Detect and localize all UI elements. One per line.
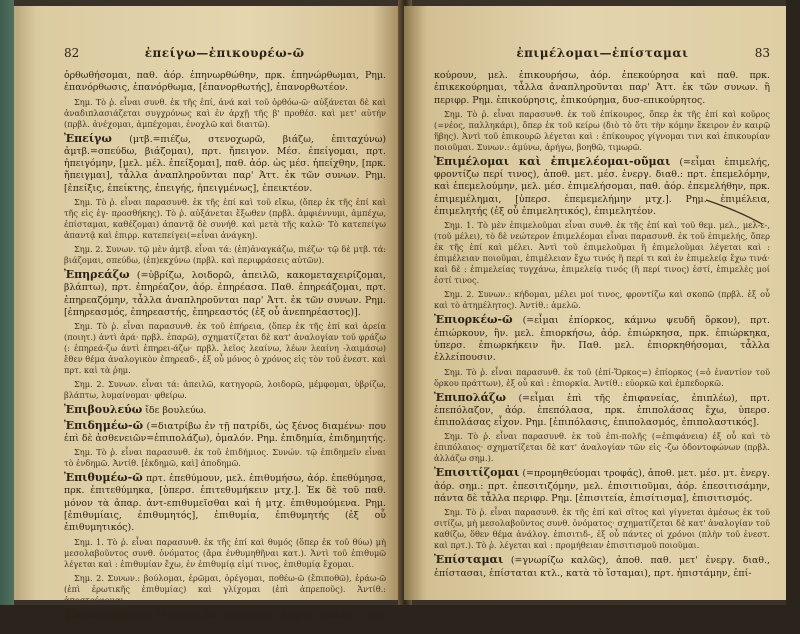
left-page xyxy=(14,6,404,633)
entry-note xyxy=(434,220,770,286)
entry-text: ἴδε βουλεύω. xyxy=(145,405,207,417)
entry-text: Σημ. Τὸ ῥ. εἶναι παρασυνθ. ἐκ τῆς ἐπί καὶ σῖτος καὶ γίγνεται ἀμέσως ἐκ τοῦ σιτίζω, μὴ μεσολαβοῦντος συνθ. ὀνόματος· σχηματίζεται δὲ κατ' ἀναλογίαν τοῦ καθίζω, ὅθεν θέμα ἀνάλογ. ἐπισιτιδ-, ἐξ οὗ πάντες οἱ χρόνοι (πλὴν τοῦ ἐνεστ. καὶ πρτ.). Τὸ ῥ. λέγεται καὶ : προμήθειαν ἐπισιτισμοῦ ποιοῦμαι. xyxy=(434,507,770,551)
headword: Ἐπιμέλομαι καὶ ἐπιμελέομαι-οῦμαι xyxy=(434,154,671,168)
dictionary-entry xyxy=(434,70,770,107)
headword: Ἐπιδημέω-ῶ xyxy=(64,418,144,432)
entry-text: Σημ. Τὸ ῥ. εἶναι παρασυνθ. ἐκ τοῦ (ἐπί-Ὅρκος=) ἐπίορκος (=ὁ ἐναντίον τοῦ ὅρκου πράττων), ἐξ οὗ καὶ : ἐπιορκία. Ἀντίθ.: εὐορκῶ καὶ ἐμπεδορκῶ. xyxy=(434,366,770,388)
entry-text: (=γνωρίζω καλῶς), ἀποθ. παθ. μετ' ἐνεργ. διαθ., ἐπίστασαι, ἐπίσταται κτλ., κατὰ τὸ ἵσταμαι), πρτ. ἠπιστάμην, ἐπί- xyxy=(434,555,770,579)
headword: Ἐπιπολάζω xyxy=(434,390,507,404)
entry-text: Σημ. Τὸ ῥ. εἶναι παρασυνθ. ἐκ τοῦ ἐπίκουρος, ὅπερ ἐκ τῆς ἐπί καὶ κοῦρος (=νέος, παλληκάρι), ὅπερ ἐκ τοῦ κείρω (διὸ τὸ ὅτι τὴν κόμην ἔκειρον ἐν καιρῷ ἥβης). Ἀντὶ τοῦ ἐπικουρῶ λέγεται καὶ : ἐπίκουρος γίγνομαι τινι καὶ ἐπικουρίαν ποιοῦμαι. Συνων.: ἀμύνω, ἀρήγω, βοηθῶ, τιμωρῶ. xyxy=(434,108,770,152)
entry-text: ὀρθωθήσομαι, παθ. ἀόρ. ἐπηνωρθώθην, πρκ. ἐπηνώρθωμαι, Ρημ. ἐπανόρθωσις, ἐπανόρθωμα, [ἐπανορθωτής], ἐπανορθωτέον. xyxy=(64,70,386,94)
entry-text: Σημ. Τὸ ῥ. εἶναι συνθ. ἐκ τῆς ἐπί, ἀνά καὶ τοῦ ὀρθόω-ῶ· αὐξάνεται δὲ καὶ ἀναδιπλασιάζεται συγχρόνως καὶ ἐν ἀρχῇ τῆς β' προθέσ. καὶ μετ' αὐτήν (πρβλ. ἀνέχομαι, ἀμπέχομαι, ἐνοχλῶ καὶ διαιτῶ). xyxy=(64,96,386,129)
dictionary-entry xyxy=(64,404,386,417)
left-running-head xyxy=(64,46,386,60)
dictionary-entry xyxy=(64,269,386,319)
headword: Ἐπηρεάζω xyxy=(64,268,130,282)
dictionary-entry xyxy=(64,70,386,95)
entry-note xyxy=(64,97,386,130)
entry-text: (=διατρίβω ἐν τῇ πατρίδι, ὡς ξένος διαμένω· που ἐπὶ δὲ ἀσθενειῶν=ἐπιπολάζω), ὁμαλόν. Ρημ. ἐπιδημία, ἐπιδημητής. xyxy=(64,420,386,444)
book-cover-edge xyxy=(0,0,14,605)
entry-note xyxy=(64,197,386,241)
dictionary-entry xyxy=(434,467,770,505)
left-page-number: 82 xyxy=(64,46,80,60)
entry-note xyxy=(64,244,386,266)
headword: Ἐπιορκέω-ῶ xyxy=(434,313,513,327)
entry-note xyxy=(434,507,770,551)
dictionary-entry xyxy=(64,420,386,446)
entry-note xyxy=(434,367,770,389)
entry-text: Σημ. 2. Συνων.: κήδομαι, μέλει μοί τινος, φροντίζω καὶ σκοπῶ (πρβλ. ἐξ οὗ καὶ τὸ ἀτημέλητος). Ἀντίθ.: ἀμελῶ. xyxy=(434,289,770,311)
dictionary-entry xyxy=(64,472,386,534)
headword: Ἐπισιτίζομαι xyxy=(434,466,520,480)
entry-note xyxy=(64,573,386,606)
entry-text: (=προμηθεύομαι τροφάς), ἀποθ. μετ. μέσ. μτ. ἐνεργ. ἀόρ. σημ.: πρτ. ἐπεσιτιζόμην, μελ. ἐπισιτιοῦμαι, ἀόρ. ἐπεσιτισάμην, πάντα δὲ τἆλλα περιφρ. Ρημ. [ἐπισιτεία, ἐπισίτισμα], ἐπισιτισμός. xyxy=(434,468,771,505)
right-page-number: 83 xyxy=(754,46,770,60)
entry-note xyxy=(64,321,386,376)
entry-note xyxy=(434,431,770,464)
entry-text: (=εἶμαι ἐπίορκος, κάμνω ψευδῆ ὅρκον), πρτ. ἐπιώρκουν, ἢν. μελ. ἐπιορκήσω, ἀόρ. ἐπιώρκησα, πρκ. ἐπιώρκηκα, ὑπερσ. ἐπιωρκήκειν ἢν. Παθ. μελ. ἐπιορκηθήσομαι, τἆλλα ἐλλείπουσιν. xyxy=(434,315,770,364)
headword: Ἐπείγω xyxy=(64,131,112,145)
dictionary-entry xyxy=(434,392,770,430)
right-header-title: ἐπιμέλομαι—ἐπίσταμαι xyxy=(516,46,689,60)
entry-text: (=ὑβρίζω, λοιδορῶ, ἀπειλῶ, κακομεταχειρίζομαι, βλάπτω), πρτ. ἐπηρέαζον, ἀόρ. ἐπηρέασα. Παθ. ἐπηρεάζομαι, πρτ. ἐπηρεαζόμην, τἆλλα ἀναπληροῦνται παρ' Ἀττ. ἐκ τῶν συνων. Ρημ. [ἐπηρεασμός, ἐπηρεαστής, ἐπηρεαστός (ἐξ οὗ ἀνεπηρέαστος)]. xyxy=(64,270,386,318)
entry-text: Σημ. Τὸ ῥ. εἶναι παρασυνθ. ἐκ τοῦ ἐπιδήμιος. Συνών. τῷ ἐπιδημεῖν εἶναι τὸ ἐνδημῶ. Ἀντίθ. [ἐκδημῶ, καὶ] ἀποδημῶ. xyxy=(64,447,386,469)
dictionary-entry xyxy=(64,133,386,195)
headword: Ἐπιθυμέω-ῶ xyxy=(64,471,143,485)
entry-text: (=βοηθῶ ὡς ἐπίκουρος, βοηθῶ, ὠφελῶ), πρτ. ἐπε- xyxy=(64,609,386,633)
entry-text: (μτβ.=πιέζω, στενοχωρῶ, βιάζω, ἐπιταχύνω) ἀμτβ.=σπεύδω, βιάζομαι), πρτ. ἤπειγον. Μέσ. ἐπείγομαι, πρτ. ἠπειγόμην, [μελ. μέλ. ἐπείξομαι], παθ. ἀόρ. ὡς μέσ. ἠπείχθην, [πρκ. ἤπειγμαι], τἆλλα ἀναπληροῦνται παρ' Ἀττ. ἐκ τῶν συνων. Ρημ. [ἐπείξις, ἐπείκτης, ἐπειγής, ἠπειγμένως], ἐπεικτέον. xyxy=(64,133,386,194)
entry-text: Σημ. 1. Τὸ μὲν ἐπιμελοῦμαι εἶναι συνθ. ἐκ τῆς ἐπί καὶ τοῦ θεμ. μελ., μελ-ε-, (τοῦ μέλει), τὸ δὲ νεώτερον ἐπιμελέομαι εἶναι παρασυνθ. ἐκ τοῦ ἐπιμελής, ὅπερ ἐκ τῆς ἐπί καὶ μέλει. Ἀντὶ τοῦ ἐπιμελοῦμαι ἢ ἐπιμελοῦμαι λέγεται καὶ : ἐπιμέλειαν ποιοῦμαι, ἐπιμέλειαν ἔχω τινός ἢ περί τι καὶ ἐν ἐπιμελείᾳ ἔχω τινά· καὶ δὲ : ἐπιμελείας τυγχάνω, ἐπιμελείᾳ τινός (ἢ περί τινος) ἐστί, ἐπιμελὲς μοί ἐστί τινος. xyxy=(434,220,770,286)
headword: Ἐπιβουλεύω xyxy=(64,403,143,417)
entry-text: πρτ. ἐπεθύμουν, μελ. ἐπιθυμήσω, ἀόρ. ἐπεθύμησα, πρκ. ἐπιτεθύμηκα, [ὑπερσ. ἐπιτεθυμήκειν μτχ.]. Ἐκ δὲ τοῦ παθ. μόνον τὰ ἀπαρ. ἀντ-επιθυμεῖσθαι καὶ ἡ μτχ. ἐπιθυμούμενα. Ρημ. [ἐπιθυμίαις, ἐπιθυμητός], ἐπιθυμία, ἐπιθυμητής (ἐξ οὗ ἐπιθυμητικός). xyxy=(64,473,386,534)
entry-note xyxy=(64,537,386,570)
left-page-body xyxy=(64,70,386,634)
entry-note xyxy=(64,447,386,469)
entry-text: (=εἶμαι ἐπὶ τῆς ἐπιφανείας, ἐπιπλέω), πρτ. ἐπεπόλαζον, ἀόρ. ἐπεπόλασα, πρκ. ἐπιπολάσας ἔχω, ὑπερσ. ἐπιπολάσας εἶχον. Ρημ. [ἐπιπόλασις, ἐπιπολασμός, ἐπιπολαστικός]. xyxy=(434,392,770,429)
entry-text: (=εἶμαι ἐπιμελής, φροντίζω περί τινος), ἀποθ. μετ. μέσ. ἐνεργ. διαθ.: πρτ. ἐπεμελόμην, καὶ ἐπεμελούμην, μελ. μέσ. ἐπιμελήσομαι, παθ. ἀόρ. ἐπεμελήθην, πρκ. ἐπιμεμέλημαι, [ὑπερσ. ἐπεμεμελήμην μτχ.]. Ρημ. ἐπιμέλεια, ἐπιμελητής (ἐξ οὗ ἐπιμελητικός), ἐπιμελητέον. xyxy=(434,156,770,218)
entry-text: Σημ. Τὸ ῥ. εἶναι παρασυνθ. ἐκ τοῦ ἐπι-πολῆς (=ἐπιφάνεια) ἐξ οὗ καὶ τὸ ἐπιπόλαιος· σχηματίζεται δὲ κατ' ἀναλογίαν τῶν εἰς -ζω ὀδοντοφώνων (πρβλ. ἀλλάζω σημ.). xyxy=(434,431,770,464)
entry-text: Σημ. 1. Τὸ ῥ. εἶναι παρασυνθ. ἐκ τῆς ἐπί καὶ θυμός (ὅπερ ἐκ τοῦ θύω) μὴ μεσολαβοῦντος συνθ. ὀνόματος (ἄρα ἐνθυμηθῆναι κατ.). Ἀντὶ τοῦ ἐπιθυμῶ λέγεται καὶ : ἐπιθυμίαν ἔχω, ἐν ἐπιθυμίᾳ εἰμί τινος, ἐπιθυμίᾳ ἔχομαι. xyxy=(64,536,386,569)
entry-text: Σημ. 2. Συνων. εἶναι τά: ἀπειλῶ, κατηγορῶ, λοιδορῶ, μέμφομαι, ὑβρίζω, βλάπτω, λυμαίνομαι· φθείρω. xyxy=(64,379,386,401)
entry-note xyxy=(434,109,770,153)
right-running-head xyxy=(434,46,770,60)
dictionary-entry xyxy=(434,314,770,364)
left-header-title: ἐπείγω—ἐπικουρέω-ῶ xyxy=(144,46,305,60)
entry-text: Σημ. Τὸ ῥ. εἶναι παρασυνθ. ἐκ τῆς ἐπί καὶ τοῦ εἴκω, (ὅπερ ἐκ τῆς ἐπί καὶ τῆς εἰς ἐγ- προσθήκης). Τὸ ῥ. αὐξάνεται ἔξωθεν (πρβλ. ἀμφιέννυμι, ἀμπέχω, ἐπίσταμαι, καθέζομαι) ἀπαντᾷ δὲ συνήθ. καὶ μετὰ τῆς καλῶ· Τὸ κατεπείγω ἀπαντᾷ καὶ ἐπιρρ. κατεπείγει(=εἶναι ἀνάγκη). xyxy=(64,197,386,241)
entry-note xyxy=(434,289,770,311)
pencil-mark-icon xyxy=(704,196,764,226)
right-page-body xyxy=(434,70,770,580)
entry-text: Σημ. 2. Συνων. τῷ μὲν ἀμτβ. εἶναι τά: (ἐπ)ἀναγκάζω, πιέζω· τῷ δὲ μτβ. τά: βιάζομαι, σπεύδω, (ἐπ)εκχύνω (πρβλ. καὶ περιφράσεις αὐτῶν). xyxy=(64,244,386,266)
right-page xyxy=(404,6,786,600)
dictionary-entry xyxy=(434,554,770,580)
entry-text: Σημ. 2. Συνων.: βούλομαι, ἐρῶμαι, ὀρέγομαι, ποθέω-ῶ (ἔπιποθῶ), ἐράω-ῶ (ἐπὶ ἐρωτικῆς ἐπιθυμίας) καὶ γλίχομαι (ἐπὶ ἀπρεποῦς). Ἀντίθ.: ἀποστρέφομαι. xyxy=(64,572,386,605)
entry-note xyxy=(64,379,386,401)
headword: Ἐπίσταμαι xyxy=(434,553,504,567)
dictionary-entry xyxy=(64,609,386,634)
book-right-edge xyxy=(786,0,800,605)
entry-text: Σημ. Τὸ ῥ. εἶναι παρασυνθ. ἐκ τοῦ ἐπήρεια, (ὅπερ ἐκ τῆς ἐπί καὶ ἀρεία (ποιητ.) ἀντὶ ἀρά· πρβλ. ἐπαρῶ), σχηματίζεται δὲ κατ' ἀναλογίαν τοῦ φράζω (: ἐπηρεά-ζω ἀντὶ ἐπηρει-άζω· πρβλ. λεῖος λεαίνω, λέων λεαίνη -λαιμάσω) ἔθεν θέμα ἀναλογικὸν ἐπηρεαδ-, ἐξ οὗ μόνος ὁ χρόνος εἰς τὸν τοῦ ἐνεστ. καὶ πρτ. καὶ τὰ ῥημ. xyxy=(64,321,386,376)
entry-text: κούρουν, μελ. ἐπικουρήσω, ἀόρ. ἐπεκούρησα καὶ παθ. πρκ. ἐπικεκούρημαι, τἆλλα ἀναπληροῦνται παρ' Ἀττ. ἐκ τῶν συνων. ἢ περιφρ. Ρημ. ἐπικούρησις, ἐπικούρημα, δυσ-επικούρητος. xyxy=(434,70,770,106)
headword: Ἐπικουρέω-ῶ xyxy=(64,607,151,621)
